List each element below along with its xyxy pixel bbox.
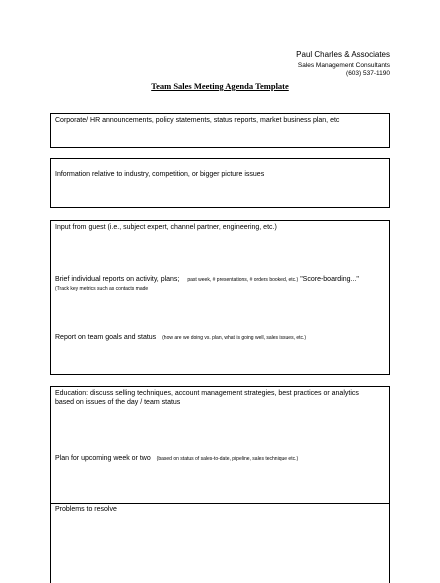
- company-name: Paul Charles & Associates: [296, 50, 390, 59]
- brief-reports-line: [55, 275, 359, 285]
- problems-section-box: [50, 503, 390, 583]
- corporate-text: Corporate/ HR announcements, policy statements, status reports, market business plan, etc: [55, 117, 340, 124]
- industry-section-box: [50, 158, 390, 208]
- company-subtitle: Sales Management Consultants: [297, 62, 390, 69]
- plan-text: Plan for upcoming week or two: [55, 455, 151, 462]
- problems-text: Problems to resolve: [55, 506, 117, 513]
- guest-text: Input from guest (i.e., subject expert, channel partner, engineering, etc.): [55, 224, 277, 231]
- team-goals-detail: (how are we doing vs. plan, what is going well, sales issues, etc.): [162, 335, 307, 341]
- brief-reports-detail: past week, # presentations, # orders booked, etc.): [187, 277, 299, 283]
- track-metrics-text: (Track key metrics such as contacts made: [55, 286, 149, 292]
- scoreboarding-text: "Score-boarding...": [300, 276, 359, 283]
- company-phone: (603) 537-1190: [346, 70, 390, 77]
- education-line-1: Education: discuss selling techniques, account management strategies, best practices or analytics: [55, 390, 359, 397]
- plan-detail: (based on status of sales-to-date, pipeline, sales technique etc.): [156, 456, 299, 462]
- industry-text: Information relative to industry, competition, or bigger picture issues: [55, 171, 265, 178]
- document-title: Team Sales Meeting Agenda Template: [151, 81, 289, 91]
- education-line-2: based on issues of the day / team status: [55, 399, 181, 406]
- education-plan-section-box: [50, 386, 390, 521]
- guest-reports-section-box: [50, 220, 390, 375]
- plan-line: [55, 454, 298, 464]
- brief-reports-text: Brief individual reports on activity, plans;: [55, 276, 180, 283]
- team-goals-line: [55, 333, 306, 343]
- corporate-section-box: [50, 113, 390, 148]
- team-goals-text: Report on team goals and status: [55, 334, 157, 341]
